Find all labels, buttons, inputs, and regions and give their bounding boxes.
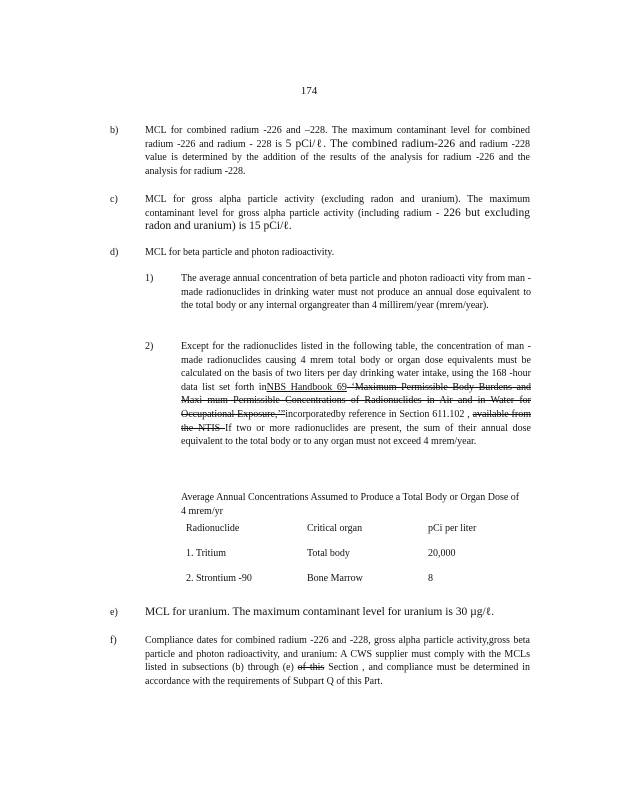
section-b-text-cont: radium -228 value is determined by the addition of the results of the analysis for radium -226 and the analysis for radium -228.	[145, 138, 530, 177]
section-f-body	[145, 634, 530, 688]
table-header-pci-per-liter: pCi per liter	[428, 523, 477, 534]
subsection-d2-text: Except for the radionuclides listed in the following table, the concentration of man -made radionuclides causing 4 mrem total body or organ dose equivalents must be calculated on the basis of two liters per day drinking water intake, using the 168 -hour data list set forth in	[181, 341, 531, 393]
section-f-text-2: Section , and compliance must be determined in accordance with the requirements of Subpart Q of this Part.	[145, 662, 530, 687]
section-b-body	[145, 124, 530, 178]
section-e-body	[145, 606, 530, 620]
page-number: 174	[300, 85, 318, 97]
table-row	[186, 573, 528, 598]
section-b-limit: 5 pCi/ℓ. The combined radium-226 and	[285, 137, 476, 150]
section-b-text: MCL for combined radium -226 and –228. The maximum contaminant level for combined radium -226 and radium - 228 is	[145, 125, 530, 150]
struck-ntis: available from the NTIS	[181, 408, 531, 434]
struck-of-this: of this	[297, 662, 325, 674]
section-f-text: Compliance dates for combined radium -226 and -228, gross alpha particle activity,gross beta particle and photon radioactivity, and uranium: A CWS supplier must comply with the MCLs listed in subsections (b) through (e)	[145, 635, 530, 674]
section-e-text: The maximum contaminant level for uranium is 30 µg/ℓ.	[229, 606, 495, 618]
concentration-table	[186, 523, 528, 598]
section-c-label: c)	[110, 194, 118, 205]
table-header-row	[186, 523, 528, 548]
nbs-handbook-reference: NBS Handbook 69	[266, 381, 347, 393]
subsection-d2-label: 2)	[145, 341, 154, 352]
section-d-text: MCL for beta particle and photon radioactivity.	[145, 247, 335, 258]
section-e-label: e)	[110, 607, 118, 618]
section-c-body	[145, 193, 530, 234]
subsection-d2-body	[181, 340, 531, 449]
section-e-heading: MCL for uranium.	[145, 606, 230, 618]
table-cell: Total body	[307, 548, 350, 559]
table-header-radionuclide: Radionuclide	[186, 523, 240, 534]
table-cell: 20,000	[428, 548, 456, 559]
section-f-label: f)	[110, 635, 117, 646]
table-intro: Average Annual Concentrations Assumed to Produce a Total Body or Organ Dose of 4 mrem/yr	[181, 492, 520, 517]
subsection-d2-text-2: incorporatedby reference in Section 611.102 ,	[285, 408, 473, 420]
section-d-label: d)	[110, 247, 119, 258]
table-cell: 2. Strontium -90	[186, 573, 252, 584]
table-cell: 1. Tritium	[186, 548, 227, 559]
section-c-limit: 226 but excluding radon and uranium) is 15 pCi/ℓ.	[145, 206, 530, 233]
subsection-d2-text-3: If two or more radionuclides are present, the sum of their annual dose equivalent to the total body or to any organ must not exceed 4 mrem/year.	[181, 422, 531, 448]
table-cell: Bone Marrow	[307, 573, 363, 584]
table-row	[186, 548, 528, 573]
struck-title: ‘Maximum Permissible Body Burdens and Maxi mum Permissible Concentrations of Radionuclides in Air and in Water for Occupational Exposure,’”	[181, 381, 531, 420]
subsection-d1-text: The average annual concentration of beta particle and photon radioacti vity from man -made radionuclides in drinking water must not produce an annual dose equivalent to the total body or any internal organgreater than 4 millirem/year (mrem/year).	[181, 273, 531, 312]
section-c-text: MCL for gross alpha particle activity (excluding radon and uranium). The maximum contaminant level for gross alpha particle activity (including radium -	[145, 194, 530, 219]
subsection-d1-label: 1)	[145, 273, 154, 284]
table-header-critical-organ: Critical organ	[307, 523, 363, 534]
table-cell: 8	[428, 573, 433, 584]
section-b-label: b)	[110, 125, 119, 136]
